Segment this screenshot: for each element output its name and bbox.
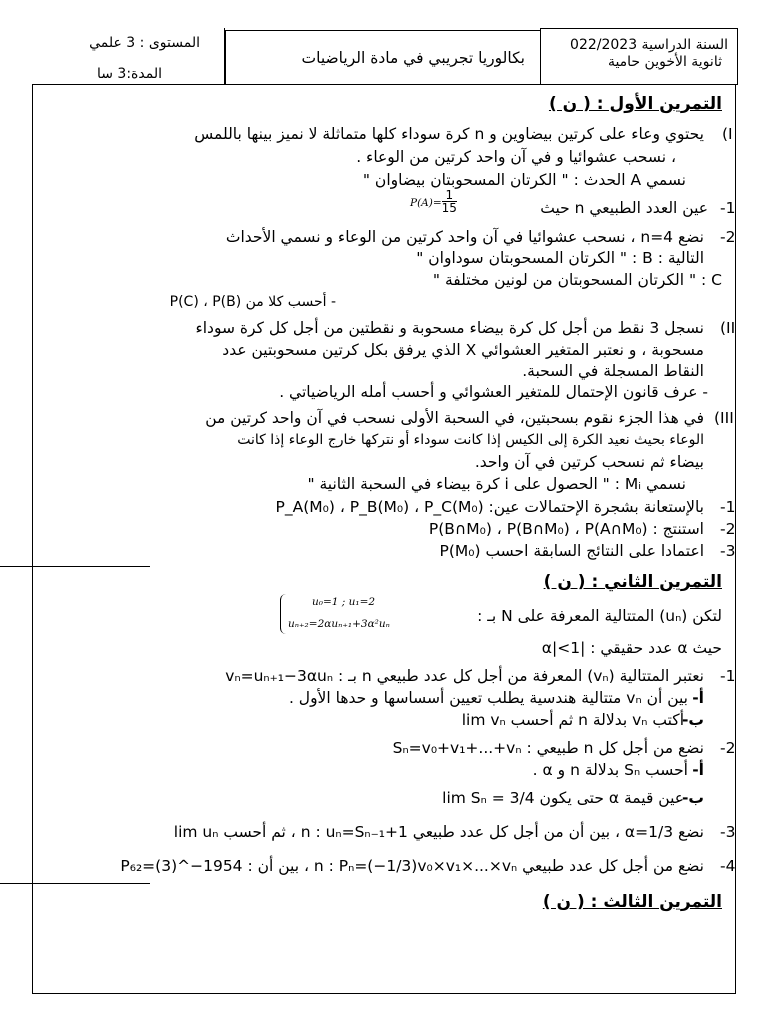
ex1-part-II-label: (II [720,319,736,337]
ex2-q3-num: -3 [720,823,736,841]
ex1-III-q2-num: -2 [720,520,736,538]
ex1-II-line3: النقاط المسجلة في السحبة. [522,362,704,380]
ex1-q1-frac-top: 1 [442,189,457,202]
ex1-part-III-label: (III [714,409,734,427]
ex1-title: التمرين الأول : ( ن ) [548,94,722,114]
ex1-III-line4: نسمي Mᵢ : " الحصول على i كرة بيضاء في السحبة الثانية " [307,475,686,493]
ex1-II-line2: مسحوبة ، و نعتبر المتغير العشوائي X الذي يرفق بكل كرتين مسحوبتين عدد [222,341,704,359]
ex2-q4: نضع من أجل كل عدد طبيعي n : Pₙ=(−1/3)v₀×v₁×...×vₙ ، بين أن : P₆₂=(3)^−1954 [120,857,704,875]
ex1-q1-fraction [442,189,457,214]
ex2-q2-line1: نضع من أجل كل n طبيعي : Sₙ=v₀+v₁+...+vₙ [392,739,704,757]
ex1-III-q3: اعتمادا على النتائج السابقة احسب P(M₀) [439,542,704,560]
ex2-q1-a-label: أ- [692,689,704,707]
ex1-q2-line4: - أحسب كلا من P(C) ، P(B) [169,294,336,310]
ex2-q1-a: بين أن vₙ متتالية هندسية يطلب تعيين أسساسها و حدها الأول . [288,689,688,707]
duration-label: المدة:3 سا [96,66,162,82]
ex1-q2-line2: التالية : B : " الكرتان المسحوبتان سوداوان " [416,249,704,267]
ex1-III-line1: في هذا الجزء نقوم بسحبتين، في السحبة الأولى نسحب في آن واحد كرتين من [205,409,704,427]
ex2-intro: لتكن (uₙ) المتتالية المعرفة على N بـ : [477,607,722,625]
ex2-q2-b: عين قيمة α حتى يكون lim Sₙ = 3/4 [442,789,684,807]
ex2-q1-line1: نعتبر المتتالية (vₙ) المعرفة من أجل كل عدد طبيعي n بـ : vₙ=uₙ₊₁−3αuₙ [225,667,704,685]
ex2-q3: نضع α=1/3 ، بين أن من أجل كل عدد طبيعي n : uₙ=Sₙ₋₁+1 ، ثم أحسب lim uₙ [173,823,704,841]
ex1-I-line1: يحتوي وعاء على كرتين بيضاوين و n كرة سوداء كلها متماثلة لا نميز بينها باللمس [194,125,704,143]
ex2-system-line1: u₀=1 ; u₁=2 [312,596,376,608]
ex1-II-line1: نسجل 3 نقط من أجل كل كرة بيضاء مسحوبة و نقطتين من أجل كل كرة سوداء [195,319,704,337]
ex1-III-line3: بيضاء ثم نسحب كرتين في آن واحد. [474,453,704,471]
ex1-III-q1: بالإستعانة بشجرة الإحتمالات عين: P_A(M₀) ، P_B(M₀) ، P_C(M₀) [275,498,704,516]
ex1-part-I-label: (I [722,125,733,143]
ex2-q2-a: أحسب Sₙ بدلالة n و α . [532,761,688,779]
ex1-q2-num: -2 [720,228,736,246]
ex1-q1-text: عين العدد الطبيعي n حيث [540,199,708,217]
divider-ex3 [0,883,150,884]
ex1-III-line2: الوعاء بحيث نعيد الكرة إلى الكيس إذا كانت سوداء أو نتركها خارج الوعاء إذا كانت [237,432,704,448]
ex2-q1-num: -1 [720,667,736,685]
divider-ex2 [0,566,150,567]
level-label: المستوى : 3 علمي [89,35,200,51]
ex2-q2-b-label: ب- [681,789,704,807]
ex2-q2-num: -2 [720,739,736,757]
ex2-q4-num: -4 [720,857,736,875]
ex1-q1-num: -1 [720,199,736,217]
school-year: السنة الدراسية 022/2023 [570,37,728,53]
ex3-title: التمرين الثالث : ( ن ) [542,892,722,912]
ex2-system-line2: uₙ₊₂=2αuₙ₊₁+3α²uₙ [288,618,390,630]
ex2-q1-b: أكتب vₙ بدلالة n ثم أحسب lim vₙ [461,711,684,729]
ex1-q1-math [410,189,457,214]
ex1-q2-line3: C : " الكرتان المسحوبتان من لونين مختلفة " [432,271,722,289]
ex1-I-line3: نسمي A الحدث : " الكرتان المسحوبتان بيضاوان " [362,171,686,189]
ex1-I-line2: ، نسحب عشوائيا و في آن واحد كرتين من الوعاء . [356,148,676,166]
ex2-alpha-condition: حيث α عدد حقيقي : |α|<1 [541,639,722,657]
ex2-q2-a-label: أ- [692,761,704,779]
exam-title: بكالوريا تجريبي في مادة الرياضيات [301,49,525,67]
ex1-III-q2: استنتج : P(B∩M₀) ، P(B∩M₀) ، P(A∩M₀) [428,520,704,538]
ex1-q1-frac-bot: 15 [441,201,457,215]
ex1-q1-math-expr: P(A)= [410,197,442,209]
ex2-q1-b-label: ب- [681,711,704,729]
ex2-title: التمرين الثاني : ( ن ) [543,572,722,592]
ex1-II-line4: - عرف قانون الإحتمال للمتغير العشوائي و أحسب أمله الرياضياتي . [279,383,708,401]
ex1-q2-line1: نضع n=4 ، نسحب عشوائيا في آن واحد كرتين من الوعاء و نسمي الأحداث [225,228,704,246]
ex1-III-q1-num: -1 [720,498,736,516]
ex1-III-q3-num: -3 [720,542,736,560]
school-name: ثانوية الأخوين حامية [607,54,722,70]
